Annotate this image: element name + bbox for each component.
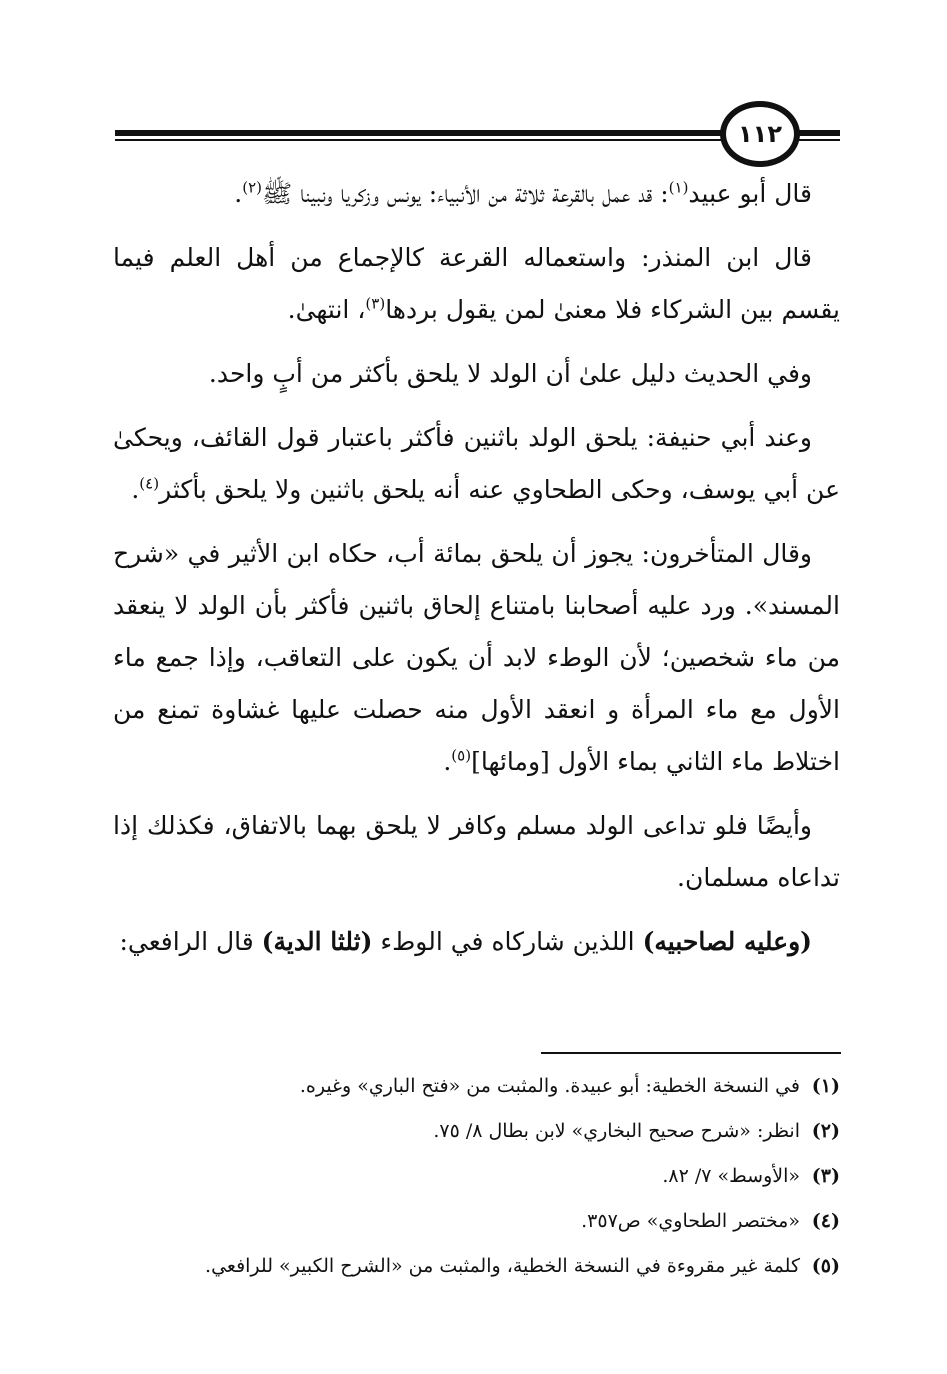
footnote-text: انظر: «شرح صحيح البخاري» لابن بطال ٨/ ٧٥. [433,1120,800,1142]
paragraph-abu-ubaid [113,168,840,220]
paragraph-text: . [443,747,452,776]
footnote-4 [113,1199,840,1244]
paragraph-text: ، انتهىٰ. [287,295,366,324]
paragraph-text: . [131,475,140,504]
paragraph-later-scholars [113,528,840,788]
paragraph-text: . [234,179,243,208]
footnote-ref-4[interactable]: (٤) [139,474,160,493]
paragraph-text: قال الرافعي: [119,927,262,956]
paragraph-matn-quote [113,916,840,968]
footnote-text: «الأوسط» ٧/ ٨٢. [662,1165,800,1187]
footnotes [113,1064,840,1289]
footnote-2 [113,1109,840,1154]
footnote-number: (٢) [811,1120,840,1142]
footnote-number: (٥) [811,1255,840,1277]
paragraph-hadith-evidence [113,348,840,400]
footnote-1 [113,1064,840,1109]
page-number-badge [720,101,800,167]
main-text [113,168,840,980]
paragraph-text: وعند أبي حنيفة: يلحق الولد باثنين فأكثر باعتبار قول القائف، ويحكىٰ عن أبي يوسف، وحكى الطحاوي عنه أنه يلحق باثنين ولا يلحق بأكثر [113,423,840,504]
footnote-number: (٤) [811,1210,840,1232]
footnote-number: (٣) [811,1165,840,1187]
footnote-5 [113,1244,840,1289]
footnote-ref-2[interactable]: (٢) [242,178,263,197]
footnote-text: «مختصر الطحاوي» ص٣٥٧. [581,1210,800,1232]
footnote-text: كلمة غير مقروءة في النسخة الخطية، والمثبت من «الشرح الكبير» للرافعي. [205,1255,800,1277]
matn-bold-2: (ثلثا الدية) [261,927,373,956]
footnote-3 [113,1154,840,1199]
paragraph-text: وأيضًا فلو تداعى الولد مسلم وكافر لا يلحق بهما بالاتفاق، فكذلك إذا تداعاه مسلمان. [113,811,840,892]
paragraph-text: قال ابن المنذر: واستعماله القرعة كالإجماع من أهل العلم فيما يقسم بين الشركاء فلا معنىٰ لمن يقول بردها [113,243,840,324]
footnote-ref-1[interactable]: (١) [668,178,689,197]
matn-bold-1: (وعليه لصاحبيه) [642,927,812,956]
paragraph-muslim-and-disbeliever [113,800,840,904]
footnote-ref-3[interactable]: (٣) [365,294,386,313]
paragraph-text: اللذين شاركاه في الوطء [372,927,643,956]
paragraph-text: وفي الحديث دليل علىٰ أن الولد لا يلحق بأكثر من أبٍ واحد. [208,359,812,388]
page-number: ١١٢ [738,120,782,148]
footnote-separator [541,1052,841,1054]
paragraph-text: وقال المتأخرون: يجوز أن يلحق بمائة أب، حكاه ابن الأثير في «شرح المسند». ورد عليه أصحابنا بامتناع إلحاق باثنين فأكثر بأن الولد لا ينعقد من ماء شخصين؛ لأن الوطء لابد أن يكون على التعاقب، وإذا جمع ماء الأول مع ماء المرأة و انعقد الأول منه حصلت عليها غشاوة تمنع من اختلاط ماء الثاني بماء الأول [ومائها] [113,539,840,776]
footnote-number: (١) [811,1075,840,1097]
paragraph-text: قال أبو عبيد [688,179,812,208]
paragraph-abu-hanifa [113,412,840,516]
footnote-text: في النسخة الخطية: أبو عبيدة. والمثبت من «فتح الباري» وغيره. [299,1075,800,1097]
footnote-ref-5[interactable]: (٥) [451,746,472,765]
paragraph-text: : قد عمل بالقرعة ثلاثة من الأنبياء: يونس وزكريا ونبينا ﷺ [262,179,669,208]
paragraph-ibn-almundhir [113,232,840,336]
